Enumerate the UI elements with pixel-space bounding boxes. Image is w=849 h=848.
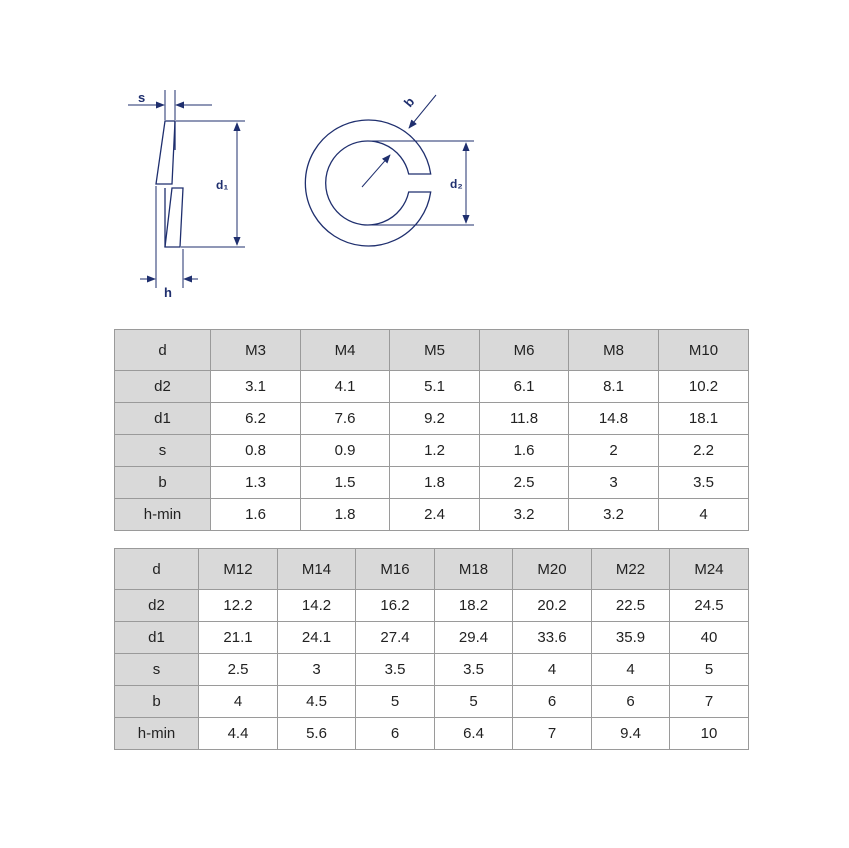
value-cell: 3.5	[356, 654, 435, 686]
value-cell: 21.1	[199, 622, 278, 654]
value-cell: 4	[513, 654, 592, 686]
value-cell: 5	[670, 654, 749, 686]
value-cell: 3.5	[659, 467, 749, 499]
value-cell: 4	[659, 499, 749, 531]
value-cell: 4	[592, 654, 670, 686]
value-cell: 20.2	[513, 590, 592, 622]
size-header-cell: M12	[199, 549, 278, 590]
value-cell: 5	[356, 686, 435, 718]
size-header-cell: M18	[435, 549, 513, 590]
value-cell: 1.3	[211, 467, 301, 499]
value-cell: 7	[670, 686, 749, 718]
value-cell: 22.5	[592, 590, 670, 622]
value-cell: 6.1	[480, 371, 569, 403]
value-cell: 14.8	[569, 403, 659, 435]
table-row	[115, 654, 749, 686]
spring-washer-drawing	[0, 0, 849, 320]
table-row	[115, 403, 749, 435]
size-header-cell: M8	[569, 330, 659, 371]
dimension-d1	[176, 121, 245, 247]
value-cell: 1.8	[390, 467, 480, 499]
row-label-cell: d2	[115, 590, 199, 622]
value-cell: 5.1	[390, 371, 480, 403]
row-label-cell: d2	[115, 371, 211, 403]
table-row	[115, 435, 749, 467]
value-cell: 35.9	[592, 622, 670, 654]
row-label-cell: s	[115, 654, 199, 686]
row-label-cell: h-min	[115, 718, 199, 750]
dimension-b	[409, 95, 436, 128]
value-cell: 18.1	[659, 403, 749, 435]
value-cell: 2.5	[199, 654, 278, 686]
size-header-cell: M10	[659, 330, 749, 371]
value-cell: 1.2	[390, 435, 480, 467]
value-cell: 3.5	[435, 654, 513, 686]
value-cell: 0.8	[211, 435, 301, 467]
value-cell: 1.6	[211, 499, 301, 531]
row-label-cell: s	[115, 435, 211, 467]
value-cell: 3.2	[480, 499, 569, 531]
value-cell: 24.5	[670, 590, 749, 622]
value-cell: 3	[278, 654, 356, 686]
value-cell: 3	[569, 467, 659, 499]
value-cell: 4.4	[199, 718, 278, 750]
label-d2: d₂	[450, 177, 463, 191]
value-cell: 33.6	[513, 622, 592, 654]
label-b: b	[400, 94, 418, 110]
value-cell: 4.1	[301, 371, 390, 403]
value-cell: 1.5	[301, 467, 390, 499]
value-cell: 8.1	[569, 371, 659, 403]
size-header-cell: M20	[513, 549, 592, 590]
value-cell: 2.5	[480, 467, 569, 499]
size-header-cell: M16	[356, 549, 435, 590]
size-header-cell: M5	[390, 330, 480, 371]
value-cell: 9.2	[390, 403, 480, 435]
value-cell: 1.8	[301, 499, 390, 531]
value-cell: 7	[513, 718, 592, 750]
value-cell: 2.4	[390, 499, 480, 531]
value-cell: 2.2	[659, 435, 749, 467]
value-cell: 7.6	[301, 403, 390, 435]
value-cell: 1.6	[480, 435, 569, 467]
value-cell: 11.8	[480, 403, 569, 435]
label-d1: d₁	[216, 178, 229, 192]
size-header-cell: M14	[278, 549, 356, 590]
washer-top-view	[305, 120, 430, 246]
value-cell: 12.2	[199, 590, 278, 622]
value-cell: 4	[199, 686, 278, 718]
value-cell: 29.4	[435, 622, 513, 654]
value-cell: 10	[670, 718, 749, 750]
size-header-cell: M24	[670, 549, 749, 590]
row-label-cell: d1	[115, 622, 199, 654]
row-label-cell: h-min	[115, 499, 211, 531]
table-row	[115, 371, 749, 403]
label-h: h	[164, 285, 172, 300]
size-header-cell: M4	[301, 330, 390, 371]
value-cell: 40	[670, 622, 749, 654]
size-header-cell: M3	[211, 330, 301, 371]
value-cell: 6.2	[211, 403, 301, 435]
value-cell: 3.1	[211, 371, 301, 403]
value-cell: 0.9	[301, 435, 390, 467]
spec-table-m12-m24	[114, 548, 749, 750]
size-header-cell: M22	[592, 549, 670, 590]
value-cell: 9.4	[592, 718, 670, 750]
size-header-cell: M6	[480, 330, 569, 371]
header-row	[115, 330, 749, 371]
value-cell: 3.2	[569, 499, 659, 531]
value-cell: 27.4	[356, 622, 435, 654]
row-label-cell: d	[115, 330, 211, 371]
value-cell: 10.2	[659, 371, 749, 403]
value-cell: 14.2	[278, 590, 356, 622]
header-row	[115, 549, 749, 590]
value-cell: 5	[435, 686, 513, 718]
table-row	[115, 467, 749, 499]
table-row	[115, 686, 749, 718]
value-cell: 24.1	[278, 622, 356, 654]
value-cell: 2	[569, 435, 659, 467]
table-row	[115, 499, 749, 531]
value-cell: 6	[356, 718, 435, 750]
table-row	[115, 590, 749, 622]
row-label-cell: d	[115, 549, 199, 590]
row-label-cell: b	[115, 467, 211, 499]
value-cell: 18.2	[435, 590, 513, 622]
value-cell: 16.2	[356, 590, 435, 622]
value-cell: 5.6	[278, 718, 356, 750]
label-s: s	[138, 90, 146, 105]
inner-radius-arrow	[362, 155, 390, 187]
value-cell: 6	[513, 686, 592, 718]
table-row	[115, 718, 749, 750]
row-label-cell: b	[115, 686, 199, 718]
value-cell: 6	[592, 686, 670, 718]
value-cell: 6.4	[435, 718, 513, 750]
washer-side-view	[156, 121, 183, 247]
value-cell: 4.5	[278, 686, 356, 718]
row-label-cell: d1	[115, 403, 211, 435]
spec-table-m3-m10	[114, 329, 749, 531]
table-row	[115, 622, 749, 654]
